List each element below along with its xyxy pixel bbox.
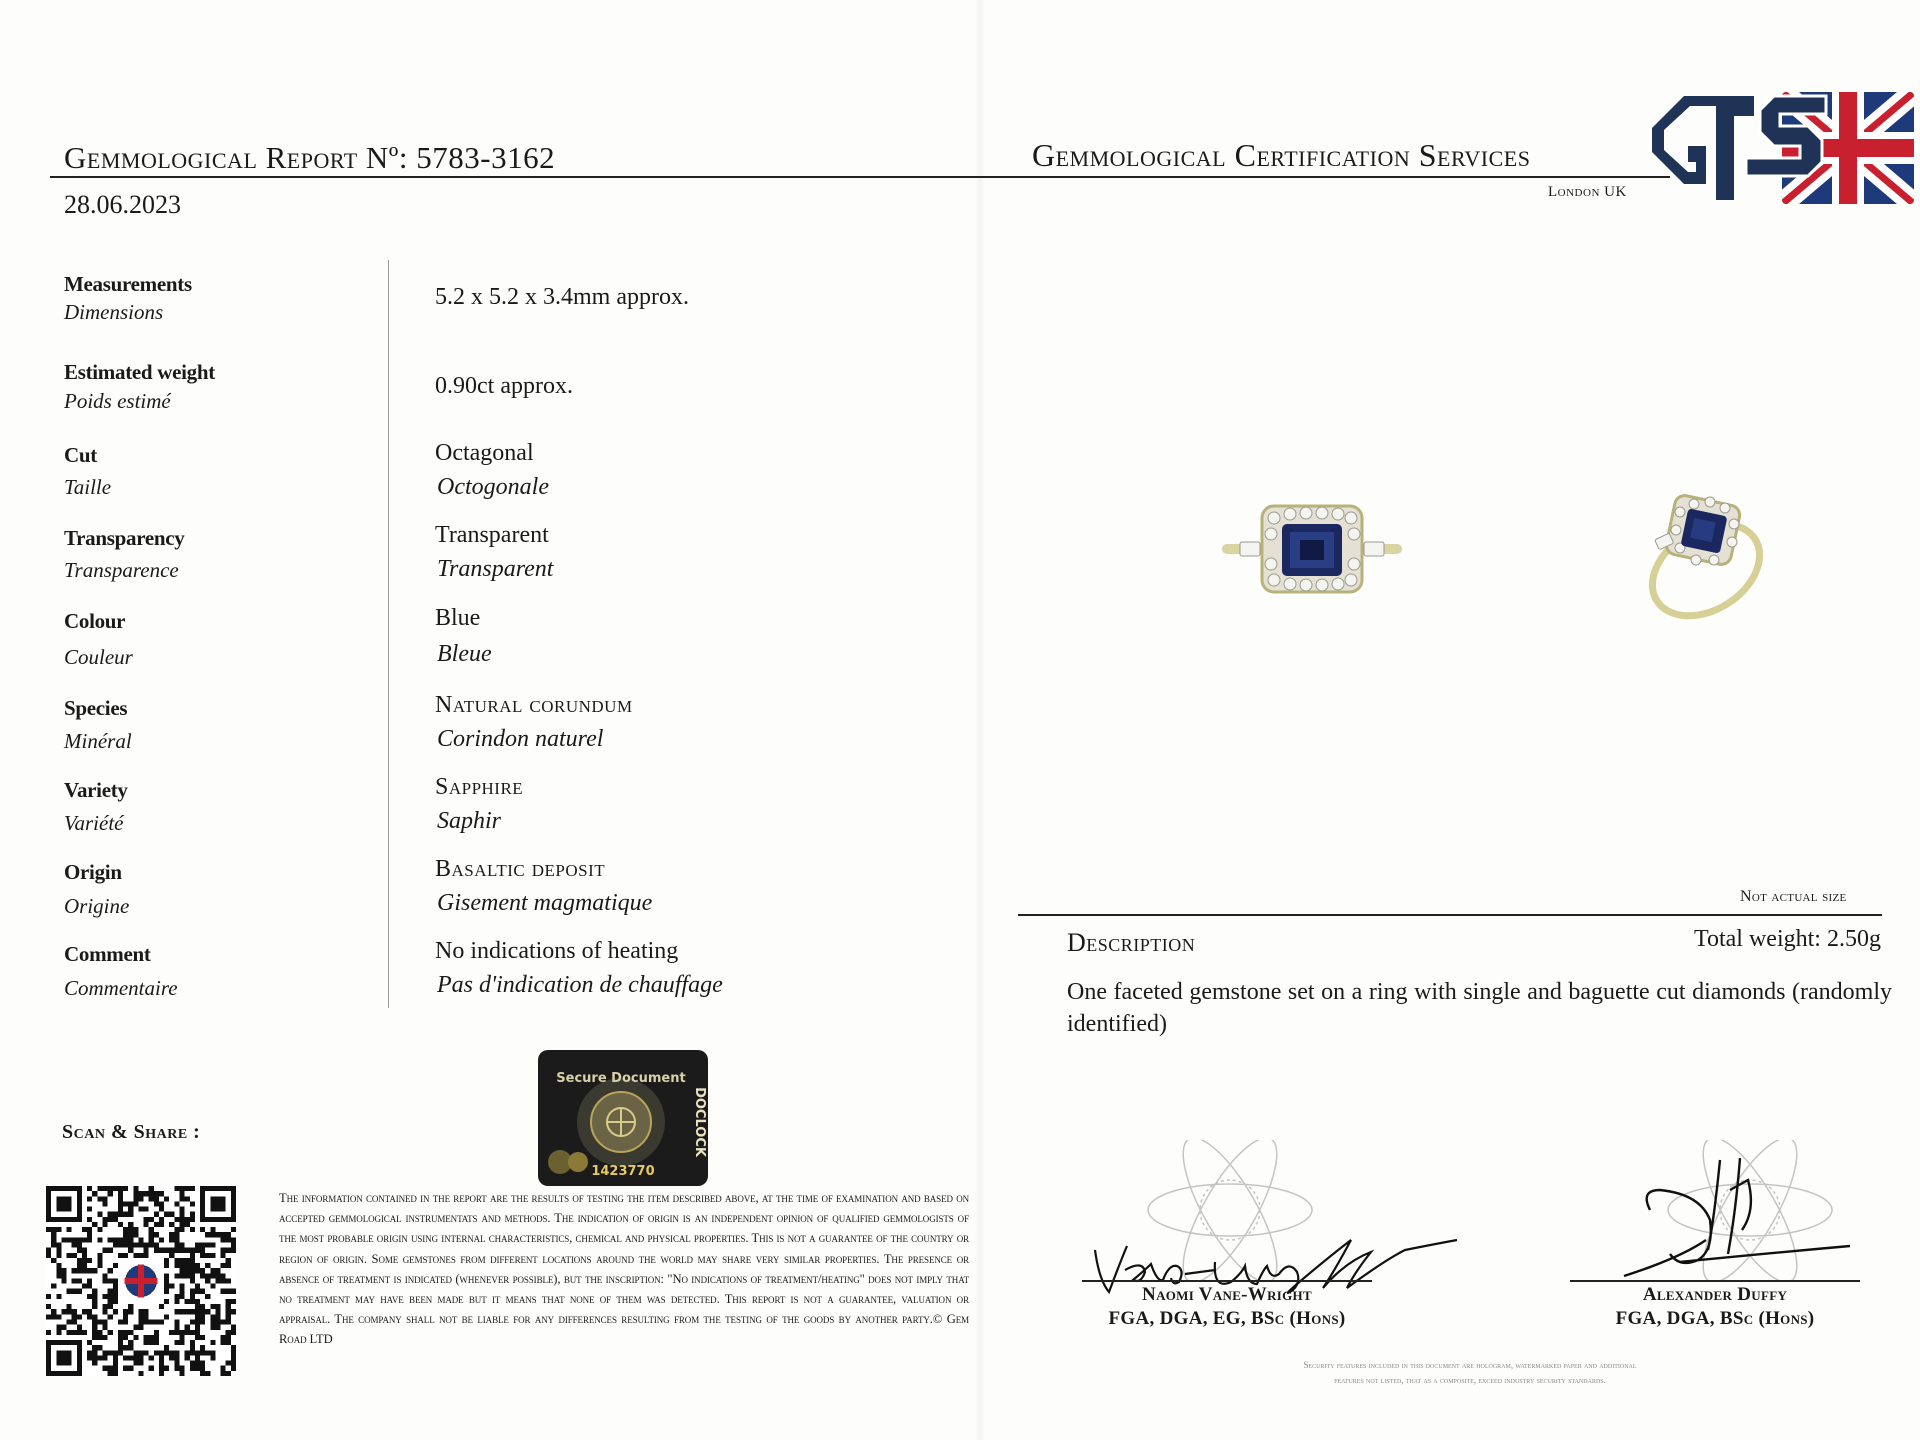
company-name: Gemmological Certification Services (1032, 137, 1531, 173)
label-en: Origin (64, 860, 122, 884)
value-en: Transparent (435, 522, 549, 548)
gcs-logo (1650, 92, 1914, 204)
company-location: London UK (1548, 184, 1627, 200)
svg-text:Secure Document: Secure Document (556, 1071, 686, 1086)
label-en: Colour (64, 609, 126, 633)
value-en: Blue (435, 605, 481, 631)
value-fr: Saphir (437, 808, 502, 834)
value-en: 5.2 x 5.2 x 3.4mm approx. (435, 284, 689, 310)
description-title: Description (1067, 928, 1196, 957)
ring-angled-view-image (1628, 478, 1778, 628)
report-date: 28.06.2023 (64, 190, 181, 219)
seal-number: 1423770 (591, 1164, 655, 1179)
total-weight: Total weight: 2.50g (1694, 926, 1881, 952)
not-actual-size-note: Not actual size (1740, 888, 1847, 905)
label-en: Estimated weight (64, 360, 215, 384)
value-fr: Gisement magmatique (437, 890, 653, 916)
value-fr: Octogonale (437, 474, 549, 500)
disclaimer-text: The information contained in the report are the results of testing the item described above, at the time of examination and based on accepted gemmological instrumentats and methods. The indication of origin is an independent opinion of qualified gemmologists of the most probable origin using internal characteristics, chemical and physical properties. This is not a guarantee of the country or region of origin. Some gemstones from different locations around the world may share very similar properties. The presence or absence of treatment is indicated (whenever possible), but the inscription: "No indications of treatment/heating" does not imply that no treatment may have been made but it means that none of them was detected. This report is not a guarantee, valuation or appraisal. The company shall not be liable for any differences resulting from the testing of the goods by another party.© Gem Road LTD (279, 1191, 969, 1347)
label-fr: Dimensions (64, 300, 164, 324)
value-en: No indications of heating (435, 938, 679, 964)
ring-top-view-image (1222, 500, 1402, 600)
page-fold (975, 0, 985, 1440)
description-rule (1018, 914, 1882, 916)
signatory-name: Alexander Duffy (1642, 1284, 1788, 1305)
label-en: Transparency (64, 526, 185, 550)
label-fr: Variété (64, 811, 124, 835)
value-en: Octagonal (435, 440, 534, 466)
value-fr: Bleue (437, 641, 492, 667)
scan-share-label: Scan & Share : (62, 1121, 201, 1143)
value-fr: Pas d'indication de chauffage (437, 972, 723, 998)
label-fr: Commentaire (64, 976, 178, 1000)
value-en: Natural corundum (435, 692, 633, 718)
signature-alexander-duffy (1610, 1150, 1870, 1290)
value-en: 0.90ct approx. (435, 373, 573, 399)
header-rule (50, 176, 1670, 178)
label-en: Variety (64, 778, 128, 802)
label-fr: Minéral (64, 729, 132, 753)
signature-line (1082, 1280, 1372, 1282)
column-divider (388, 260, 389, 1008)
value-en: Sapphire (435, 774, 524, 800)
signatory-name: Naomi Vane-Wright (1142, 1284, 1312, 1305)
label-fr: Transparence (64, 558, 179, 582)
label-en: Species (64, 696, 128, 720)
report-title: Gemmological Report Nº: 5783-3162 (64, 140, 556, 175)
value-fr: Transparent (437, 556, 554, 582)
label-fr: Origine (64, 894, 130, 918)
label-en: Measurements (64, 272, 192, 296)
label-en: Cut (64, 443, 97, 467)
signature-line (1570, 1280, 1860, 1282)
label-fr: Couleur (64, 645, 133, 669)
label-fr: Poids estimé (64, 389, 171, 413)
svg-text:DOCLOCK: DOCLOCK (692, 1087, 707, 1157)
signatory-qualifications: FGA, DGA, BSc (Hons) (1615, 1308, 1815, 1329)
value-fr: Corindon naturel (437, 726, 604, 752)
value-en: Basaltic deposit (435, 856, 606, 882)
qr-code[interactable] (46, 1186, 236, 1376)
label-fr: Taille (64, 475, 112, 499)
label-en: Comment (64, 942, 151, 966)
signatory-qualifications: FGA, DGA, EG, BSc (Hons) (1108, 1308, 1346, 1329)
description-text: One faceted gemstone set on a ring with single and baguette cut diamonds (randomly identified) (1067, 979, 1892, 1037)
security-note: Security features included in this document are hologram, watermarked paper and additional features not listed, that as a composite, exceed industry security standards. (1303, 1360, 1637, 1385)
